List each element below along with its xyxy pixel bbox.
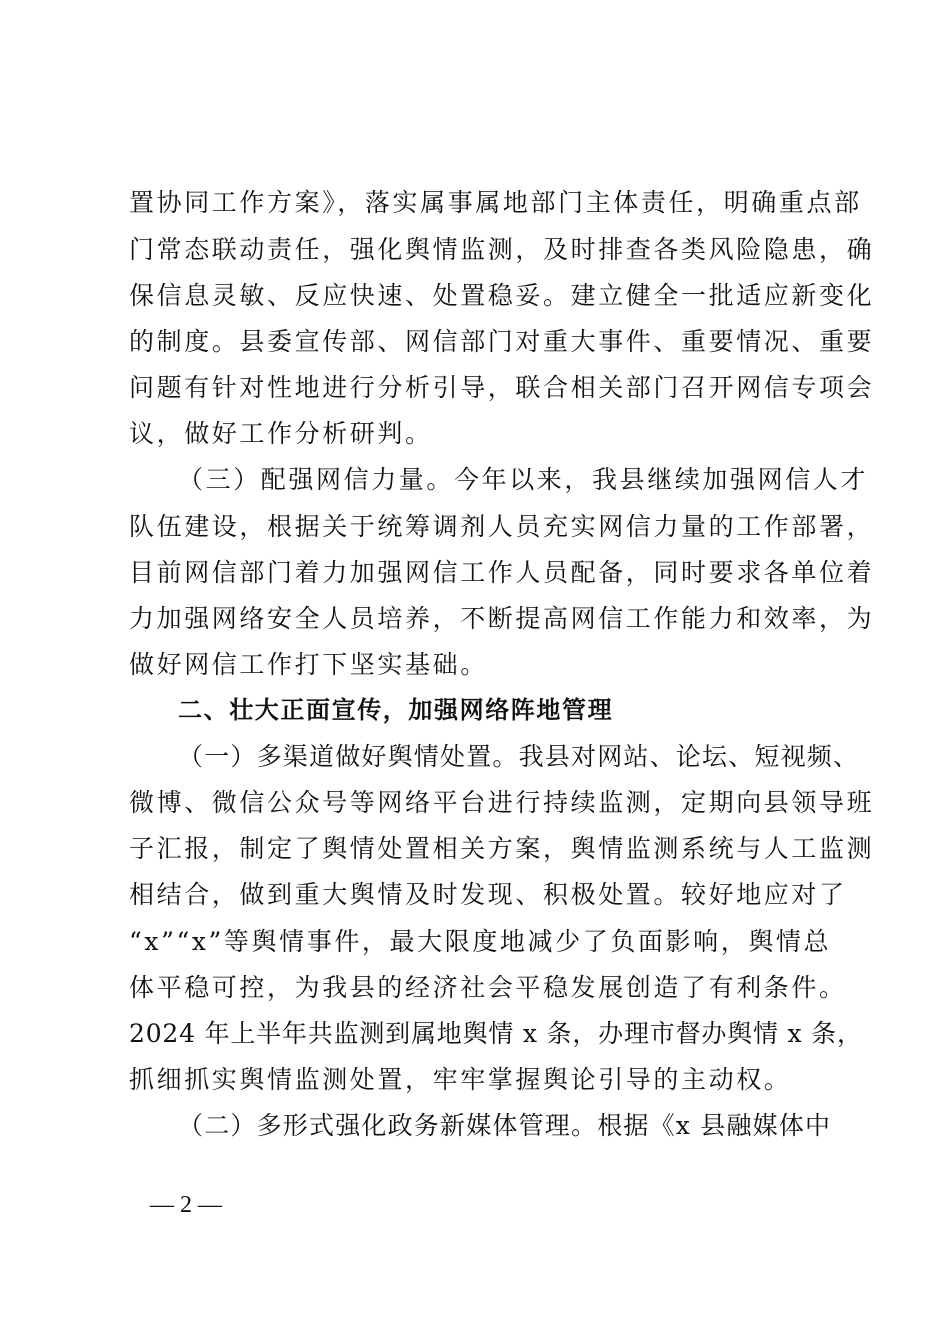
- text-line: 问题有针对性地进行分析引导，联合相关部门召开网信专项会: [129, 373, 875, 402]
- page-number: — 2 —: [150, 1192, 222, 1218]
- text-line: 议，做好工作分析研判。: [129, 419, 433, 448]
- section-heading: 二、壮大正面宣传，加强网络阵地管理: [178, 696, 614, 724]
- text-line: 体平稳可控，为我县的经济社会平稳发展创造了有利条件。: [129, 973, 847, 1002]
- text-line: 抓细抓实舆情监测处置，牢牢掌握舆论引导的主动权。: [129, 1065, 792, 1094]
- paragraph-start-line: （一）多渠道做好舆情处置。我县对网站、论坛、短视频、: [178, 742, 860, 771]
- text-line: 保信息灵敏、反应快速、处置稳妥。建立健全一批适应新变化: [129, 281, 875, 310]
- text-line: 相结合，做到重大舆情及时发现、积极处置。较好地应对了: [129, 880, 847, 909]
- text-line: 2024 年上半年共监测到属地舆情 x 条，办理市督办舆情 x 条，: [129, 1019, 863, 1048]
- paragraph-start-line: （二）多形式强化政务新媒体管理。根据《x 县融媒体中: [178, 1111, 832, 1140]
- text-line: 力加强网络安全人员培养，不断提高网信工作能力和效率，为: [129, 604, 875, 633]
- text-line: “x”“x”等舆情事件，最大限度地减少了负面影响，舆情总: [129, 927, 832, 956]
- text-line: 做好网信工作打下坚实基础。: [129, 650, 488, 679]
- text-line: 门常态联动责任，强化舆情监测，及时排查各类风险隐患，确: [129, 235, 875, 264]
- text-line: 队伍建设，根据关于统筹调剂人员充实网信力量的工作部署，: [129, 512, 875, 541]
- paragraph-start-line: （三）配强网信力量。今年以来，我县继续加强网信人才: [178, 465, 869, 494]
- text-line: 置协同工作方案》，落实属事属地部门主体责任，明确重点部: [129, 188, 862, 217]
- text-line: 目前网信部门着力加强网信工作人员配备，同时要求各单位着: [129, 558, 875, 587]
- text-line: 的制度。县委宣传部、网信部门对重大事件、重要情况、重要: [129, 327, 875, 356]
- text-line: 微博、微信公众号等网络平台进行持续监测，定期向县领导班: [129, 788, 875, 817]
- text-line: 子汇报，制定了舆情处置相关方案，舆情监测系统与人工监测: [129, 834, 875, 863]
